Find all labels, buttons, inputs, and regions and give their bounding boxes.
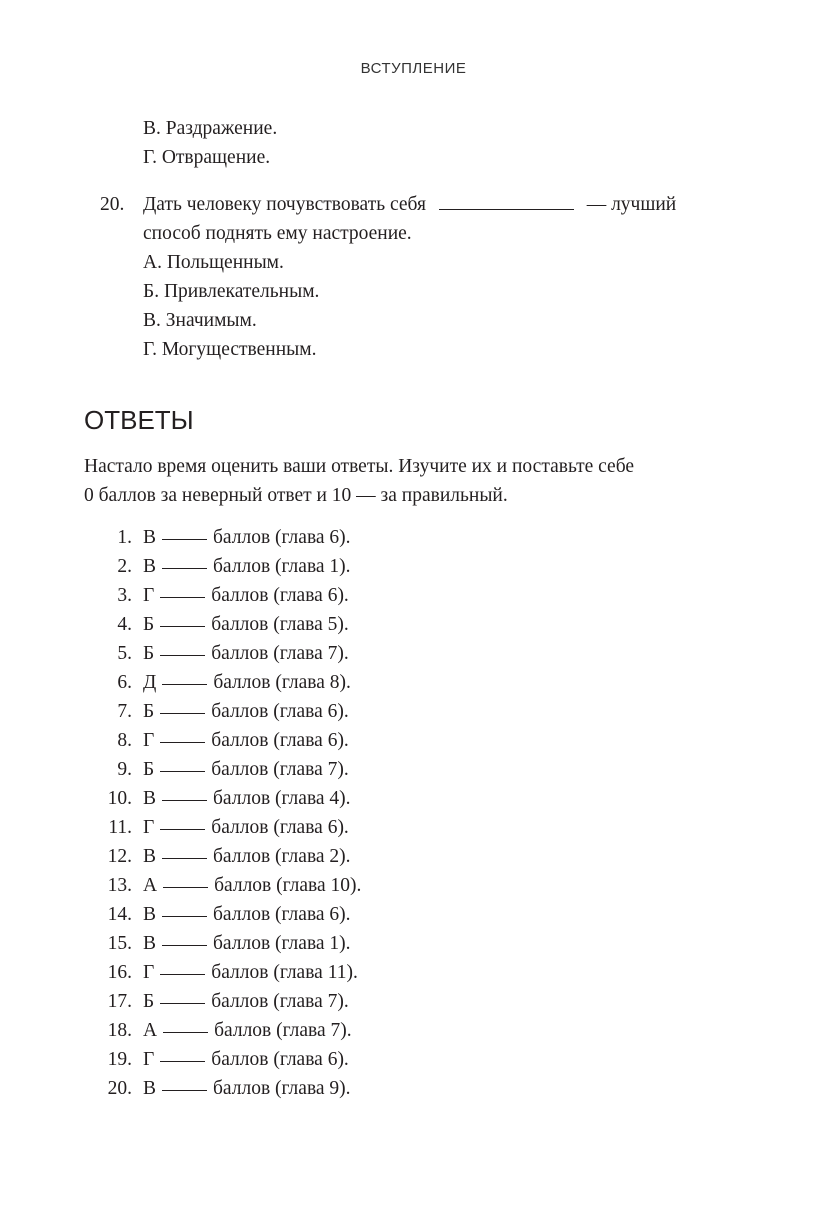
answer-letter: В — [143, 788, 157, 809]
answer-text: баллов (глава 6). — [213, 527, 351, 548]
answer-number: 17. — [107, 991, 132, 1012]
question-text-after: — лучший — [586, 194, 677, 215]
score-blank — [160, 726, 205, 743]
answer-letter: В — [143, 933, 157, 954]
answer-item — [84, 552, 361, 581]
answer-text: баллов (глава 6). — [211, 1049, 349, 1070]
answer-number: 7. — [117, 701, 132, 722]
answer-text: баллов (глава 6). — [213, 904, 351, 925]
score-blank — [160, 581, 205, 598]
answer-letter: В — [143, 556, 157, 577]
score-blank — [160, 987, 205, 1004]
score-blank — [160, 958, 205, 975]
answer-item — [84, 726, 361, 755]
answer-letter: Г — [143, 962, 155, 983]
score-blank — [162, 668, 207, 685]
answer-item — [84, 1045, 361, 1074]
answer-item — [84, 929, 361, 958]
question-20 — [100, 190, 740, 364]
answer-text: баллов (глава 6). — [211, 701, 349, 722]
score-blank — [160, 1045, 205, 1062]
answer-letter: Б — [143, 701, 155, 722]
answer-letter: В — [143, 527, 157, 548]
answer-letter: В — [143, 1078, 157, 1099]
running-header: ВСТУПЛЕНИЕ — [360, 60, 467, 77]
answer-letter: В — [143, 846, 157, 867]
answer-text: баллов (глава 1). — [213, 933, 351, 954]
option: В. Значимым. — [143, 310, 257, 331]
answer-item — [84, 1074, 361, 1103]
score-blank — [160, 813, 205, 830]
answer-blank — [439, 193, 574, 210]
intro-line: Настало время оценить ваши ответы. Изучите их и поставьте себе — [84, 456, 635, 477]
answer-item — [84, 813, 361, 842]
question-number: 20. — [100, 194, 125, 215]
score-blank — [162, 842, 207, 859]
intro-line: 0 баллов за неверный ответ и 10 — за правильный. — [84, 485, 508, 506]
answer-number: 19. — [107, 1049, 132, 1070]
answer-number: 20. — [107, 1078, 132, 1099]
answer-letter: Г — [143, 585, 155, 606]
option: В. Раздражение. — [143, 118, 278, 139]
answer-item — [84, 639, 361, 668]
answer-text: баллов (глава 6). — [211, 585, 349, 606]
intro-paragraph — [84, 452, 744, 510]
answer-text: баллов (глава 6). — [211, 817, 349, 838]
score-blank — [162, 784, 207, 801]
option: А. Польщенным. — [143, 252, 284, 273]
answer-item — [84, 958, 361, 987]
option: Б. Привлекательным. — [143, 281, 320, 302]
answer-number: 5. — [117, 643, 132, 664]
section-heading: ОТВЕТЫ — [84, 405, 194, 435]
score-blank — [160, 639, 205, 656]
answer-item — [84, 755, 361, 784]
score-blank — [160, 697, 205, 714]
answer-item — [84, 523, 361, 552]
answer-text: баллов (глава 6). — [211, 730, 349, 751]
answer-text: баллов (глава 7). — [211, 759, 349, 780]
answer-number: 14. — [107, 904, 132, 925]
answer-item — [84, 1016, 361, 1045]
answer-number: 2. — [117, 556, 132, 577]
score-blank — [162, 523, 207, 540]
answer-number: 1. — [117, 527, 132, 548]
answer-number: 11. — [108, 817, 132, 838]
answer-number: 3. — [117, 585, 132, 606]
score-blank — [160, 755, 205, 772]
answer-item — [84, 581, 361, 610]
score-blank — [160, 610, 205, 627]
answer-letter: Б — [143, 614, 155, 635]
answer-text: баллов (глава 7). — [211, 991, 349, 1012]
answer-letter: Б — [143, 991, 155, 1012]
answer-letter: Д — [143, 672, 157, 693]
answer-text: баллов (глава 9). — [213, 1078, 351, 1099]
score-blank — [163, 871, 208, 888]
answer-letter: Г — [143, 817, 155, 838]
answer-number: 13. — [107, 875, 132, 896]
score-blank — [163, 1016, 208, 1033]
answer-letter: А — [143, 1020, 158, 1041]
answer-number: 18. — [107, 1020, 132, 1041]
answer-item — [84, 842, 361, 871]
option: Г. Отвращение. — [143, 147, 271, 168]
answer-item — [84, 900, 361, 929]
answer-text: баллов (глава 10). — [214, 875, 362, 896]
answer-text: баллов (глава 2). — [213, 846, 351, 867]
answer-text: баллов (глава 1). — [213, 556, 351, 577]
answer-item — [84, 668, 361, 697]
score-blank — [162, 900, 207, 917]
answer-letter: А — [143, 875, 158, 896]
score-blank — [162, 929, 207, 946]
option: Г. Могущественным. — [143, 339, 317, 360]
answer-text: баллов (глава 11). — [211, 962, 358, 983]
answer-item — [84, 610, 361, 639]
answer-number: 15. — [107, 933, 132, 954]
answer-number: 16. — [107, 962, 132, 983]
answer-item — [84, 784, 361, 813]
answer-item — [84, 697, 361, 726]
answer-text: баллов (глава 8). — [213, 672, 351, 693]
answer-number: 8. — [117, 730, 132, 751]
answers-list — [84, 523, 361, 1103]
question-text-line2: способ поднять ему настроение. — [143, 223, 412, 244]
score-blank — [162, 1074, 207, 1091]
question-text: Дать человеку почувствовать себя — [143, 194, 426, 215]
answer-item — [84, 987, 361, 1016]
answer-number: 9. — [117, 759, 132, 780]
answer-letter: Б — [143, 759, 155, 780]
answer-number: 10. — [107, 788, 132, 809]
answer-letter: Г — [143, 1049, 155, 1070]
answer-number: 12. — [107, 846, 132, 867]
answer-item — [84, 871, 361, 900]
previous-question-options — [143, 114, 277, 172]
answer-text: баллов (глава 5). — [211, 614, 349, 635]
answer-text: баллов (глава 7). — [211, 643, 349, 664]
answer-text: баллов (глава 7). — [214, 1020, 352, 1041]
answer-text: баллов (глава 4). — [213, 788, 351, 809]
answer-letter: Б — [143, 643, 155, 664]
answer-number: 6. — [117, 672, 132, 693]
answer-letter: Г — [143, 730, 155, 751]
answer-number: 4. — [117, 614, 132, 635]
answer-letter: В — [143, 904, 157, 925]
score-blank — [162, 552, 207, 569]
